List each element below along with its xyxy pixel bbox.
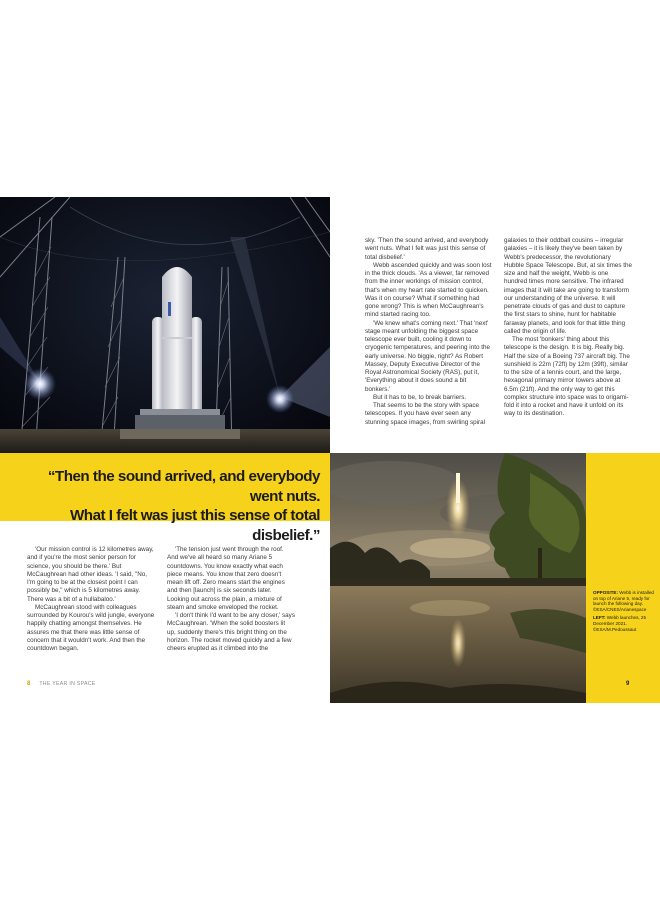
photo-caption [593,590,655,635]
paragraph: 'The tension just went through the roof. And we've all heard so many Ariane 5 countdowns. You know exactly what each piece means. You know that zero doesn't mean lift off. Zero means start the engines and then [launch] is six seconds later. Looking out across the plain, a mixture of steam and smoke enveloped the rocket. [167,546,285,611]
caption-left-label: LEFT: [593,615,606,621]
paragraph: 'Our mission control is 12 kilometres away, and if you're the most senior person for science, you should be there.' But McCaughrean had other ideas. 'I said, "No, I'm going to be at the closest point I can possibly be," which is 5 kilometres away. There was a bit of a hullabaloo.' [27,546,154,603]
pull-quote-line-1: “Then the sound arrived, and everybody went nuts. [47,468,320,505]
body-text-left-column-1 [27,546,155,653]
running-head: THE YEAR IN SPACE [39,681,96,687]
body-text-right-column-1 [365,237,493,427]
rocket-launchpad-photo [0,197,330,453]
pull-quote [20,467,320,545]
paragraph: That seems to be the story with space telescopes. If you have ever seen any stunning space images, from swirling spiral [365,402,486,426]
paragraph: 'We knew what's coming next.' That 'next' stage meant unfolding the biggest space telescope ever built, cooling it down to cryogenic temperatures, and peering into the early universe. No biggie, right? As Robert Massey, Deputy Executive Director of the Royal Astronomical Society (RAS), put it, 'Everything about it does sound a bit bonkers.' [365,319,490,393]
paragraph: galaxies to their oddball cousins – irregular galaxies – it is likely they've been taken by Webb's predecessor, the revolutionary Hubble Space Telescope. But, at six times the size and half the weight, Webb is one hundred times more sensitive. The infrared images that it will take are going to transform our understanding of the universe. It will penetrate clouds of gas and dust to capture the first stars to shine, hunt for habitable faraway planets, and look for that little thing called the origin of life. [504,237,632,335]
body-text-right-column-2 [504,237,632,419]
paragraph: Webb ascended quickly and was soon lost in the thick clouds. 'As a viewer, far removed from the inner workings of mission control, that's when my heart rate started to quicken. Was it on course? What if something had gone wrong? This is when McCaughrean's mind started racing too. [365,261,492,319]
caption-opposite-text: Webb is installed on top of Ariane 5, ready for launch the following day. ©ESA/CNES/Arianespace [593,590,654,612]
page-number-left: 8 [27,681,31,687]
magazine-spread [0,197,660,703]
caption-opposite-label: OPPOSITE: [593,590,619,595]
paragraph: McCaughrean stood with colleagues surrounded by Kourou's wild jungle, everyone happily chatting amongst themselves. He assures me that there was little sense of concern that it wouldn't work. And then the countdown began. [27,603,155,652]
folio-left [27,681,96,687]
body-text-left-column-2 [167,546,295,653]
rocket-launchpad-illustration [0,197,330,453]
paragraph: sky. 'Then the sound arrived, and everybody went nuts. What I felt was just this sense of total disbelief.' [365,237,489,261]
paragraph: But it has to be, to break barriers. [373,393,467,401]
caption-left-text: Webb launches, 25 December 2021. ©ESA/M.Pedoussaut [593,615,647,632]
launch-lagoon-photo [330,453,586,703]
paragraph: The most 'bonkers' thing about this telescope is the design. It is big. Really big. Half the size of a Boeing 737 aircraft big. The sunshield is 22m (72ft) by 12m (39ft), similar to the size of a tennis court, and the large, hexagonal primary mirror towers above at 6.5m (21ft). And the only way to get this complex structure into space was to origami-fold it into a rocket and have it unfold on its way to its destination. [504,336,630,418]
pull-quote-line-2: What I felt was just this sense of total disbelief.” [69,507,320,544]
launch-reflection-illustration [330,453,586,703]
caption-sidebar [586,453,660,703]
paragraph: 'I don't think I'd want to be any closer,' says McCaughrean. 'When the solid boosters lit up, suddenly there's this bright thing on the horizon. The rocket moved quickly and a few cheers erupted as it climbed into the [167,612,295,652]
page-number-right: 9 [626,681,630,687]
